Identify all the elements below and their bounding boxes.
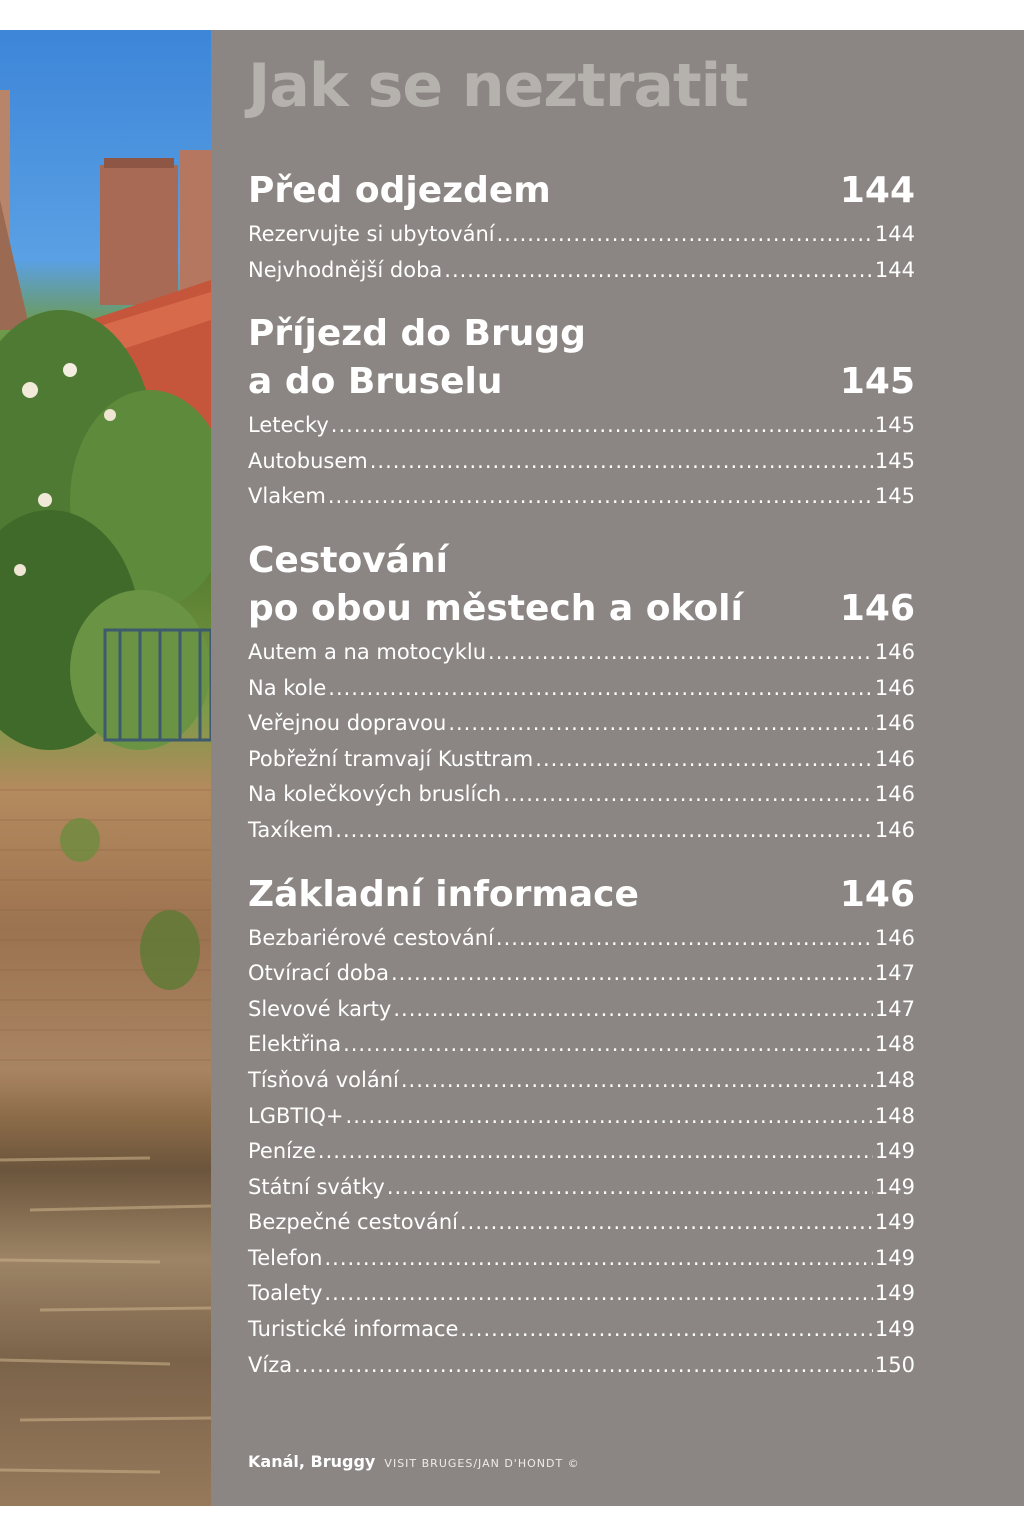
dot-leader <box>460 1312 872 1348</box>
dot-leader <box>331 408 873 444</box>
toc-entry[interactable] <box>248 1241 915 1277</box>
entry-label: Taxíkem <box>248 817 334 842</box>
canal-photo <box>0 30 211 1506</box>
toc-entry[interactable] <box>248 1205 915 1241</box>
entry-page-number: 146 <box>874 925 915 950</box>
toc-entry[interactable] <box>248 1099 915 1135</box>
entry-label: Letecky <box>248 413 329 438</box>
entry-page-number: 146 <box>874 711 915 736</box>
entry-label: Na kole <box>248 675 327 700</box>
entry-page-number: 147 <box>874 961 915 986</box>
entry-label: Slevové karty <box>248 996 392 1021</box>
entry-page-number: 149 <box>874 1281 915 1306</box>
entry-page-number: 146 <box>874 746 915 771</box>
toc-entry[interactable] <box>248 921 915 957</box>
section-title: Základní informace <box>248 873 639 915</box>
toc-entry[interactable] <box>248 813 915 849</box>
toc-entry[interactable] <box>248 408 915 444</box>
dot-leader <box>488 635 873 671</box>
entry-label: Nejvhodnější doba <box>248 257 443 282</box>
dot-leader <box>328 479 873 515</box>
dot-leader <box>387 1170 873 1206</box>
dot-leader <box>343 1027 873 1063</box>
entry-label: Elektřina <box>248 1032 342 1057</box>
dot-leader <box>448 706 873 742</box>
toc-entry[interactable] <box>248 1134 915 1170</box>
dot-leader <box>497 217 873 253</box>
toc-section <box>248 310 915 515</box>
section-page-number: 145 <box>839 361 915 403</box>
dot-leader <box>401 1063 873 1099</box>
entry-label: Autobusem <box>248 448 368 473</box>
entry-label: Autem a na motocyklu <box>248 639 487 664</box>
dot-leader <box>503 777 873 813</box>
caption-place: Kanál, Bruggy <box>248 1452 376 1471</box>
entry-label: Otvírací doba <box>248 961 389 986</box>
toc-entry[interactable] <box>248 253 915 289</box>
toc-entry[interactable] <box>248 1063 915 1099</box>
dot-leader <box>346 1099 873 1135</box>
entry-label: Toalety <box>248 1281 323 1306</box>
section-title: Před odjezdem <box>248 170 551 211</box>
entry-label: Rezervujte si ubytování <box>248 222 495 246</box>
entry-label: Telefon <box>248 1245 323 1270</box>
toc-section <box>248 537 915 849</box>
dot-leader <box>391 956 873 992</box>
table-of-contents <box>248 167 915 1405</box>
entry-page-number: 146 <box>874 817 915 842</box>
entry-page-number: 145 <box>874 448 915 473</box>
entry-page-number: 147 <box>874 996 915 1021</box>
toc-section <box>248 871 915 1384</box>
entry-label: LGBTIQ+ <box>248 1103 344 1128</box>
entry-label: Státní svátky <box>248 1174 385 1199</box>
entry-label: Peníze <box>248 1139 316 1164</box>
section-heading[interactable] <box>248 310 915 406</box>
entry-label: Víza <box>248 1352 293 1377</box>
entry-label: Turistické informace <box>248 1317 459 1342</box>
dot-leader <box>535 742 873 778</box>
entry-page-number: 149 <box>874 1210 915 1235</box>
entry-page-number: 146 <box>874 675 915 700</box>
dot-leader <box>335 813 873 849</box>
entry-page-number: 144 <box>874 257 915 282</box>
entry-page-number: 148 <box>874 1103 915 1128</box>
section-page-number: 146 <box>839 587 915 629</box>
entry-label: Veřejnou dopravou <box>248 711 447 736</box>
entry-label: Bezpečné cestování <box>248 1210 458 1235</box>
toc-entry[interactable] <box>248 1027 915 1063</box>
entry-label: Vlakem <box>248 484 326 509</box>
toc-section <box>248 167 915 288</box>
toc-entry[interactable] <box>248 706 915 742</box>
contents-panel <box>211 30 1024 1506</box>
toc-entry[interactable] <box>248 635 915 671</box>
page-title: Jak se neztratit <box>248 51 748 121</box>
dot-leader <box>294 1348 873 1384</box>
dot-leader <box>324 1241 872 1277</box>
entry-page-number: 150 <box>874 1352 915 1377</box>
entry-page-number: 148 <box>874 1032 915 1057</box>
toc-entry[interactable] <box>248 1276 915 1312</box>
canal-photo-illustration <box>0 30 211 1506</box>
toc-entry[interactable] <box>248 671 915 707</box>
entry-label: Pobřežní tramvají Kusttram <box>248 746 534 771</box>
entry-page-number: 145 <box>874 484 915 509</box>
entry-label: Tísňová volání <box>248 1067 399 1092</box>
section-page-number: 146 <box>839 873 915 915</box>
entry-page-number: 146 <box>874 639 915 664</box>
entry-page-number: 144 <box>874 222 915 246</box>
toc-entry[interactable] <box>248 956 915 992</box>
entry-page-number: 145 <box>874 413 915 438</box>
caption-credit: VISIT BRUGES/JAN D'HONDT © <box>384 1457 580 1470</box>
toc-entry[interactable] <box>248 1312 915 1348</box>
entry-page-number: 149 <box>874 1174 915 1199</box>
entry-page-number: 148 <box>874 1067 915 1092</box>
entry-page-number: 149 <box>874 1317 915 1342</box>
dot-leader <box>393 992 873 1028</box>
entry-label: Na kolečkových bruslích <box>248 782 502 807</box>
dot-leader <box>328 671 873 707</box>
toc-entry[interactable] <box>248 742 915 778</box>
entry-page-number: 149 <box>874 1245 915 1270</box>
section-heading[interactable] <box>248 167 915 215</box>
toc-entry[interactable] <box>248 479 915 515</box>
section-title: Cestování po obou městech a okolí <box>248 539 743 629</box>
toc-entry[interactable] <box>248 1348 915 1384</box>
toc-entry[interactable] <box>248 444 915 480</box>
dot-leader <box>324 1276 873 1312</box>
entry-page-number: 149 <box>874 1139 915 1164</box>
section-page-number: 144 <box>839 170 915 211</box>
section-title: Příjezd do Brugg a do Bruselu <box>248 313 586 403</box>
section-heading[interactable] <box>248 871 915 919</box>
dot-leader <box>460 1205 873 1241</box>
entry-label: Bezbariérové cestování <box>248 925 494 950</box>
toc-entry[interactable] <box>248 992 915 1028</box>
dot-leader <box>496 921 873 957</box>
dot-leader <box>444 253 873 289</box>
toc-entry[interactable] <box>248 217 915 253</box>
toc-entry[interactable] <box>248 1170 915 1206</box>
dot-leader <box>318 1134 873 1170</box>
photo-caption <box>248 1452 580 1471</box>
entry-page-number: 146 <box>874 782 915 807</box>
dot-leader <box>370 444 873 480</box>
section-heading[interactable] <box>248 537 915 633</box>
toc-entry[interactable] <box>248 777 915 813</box>
